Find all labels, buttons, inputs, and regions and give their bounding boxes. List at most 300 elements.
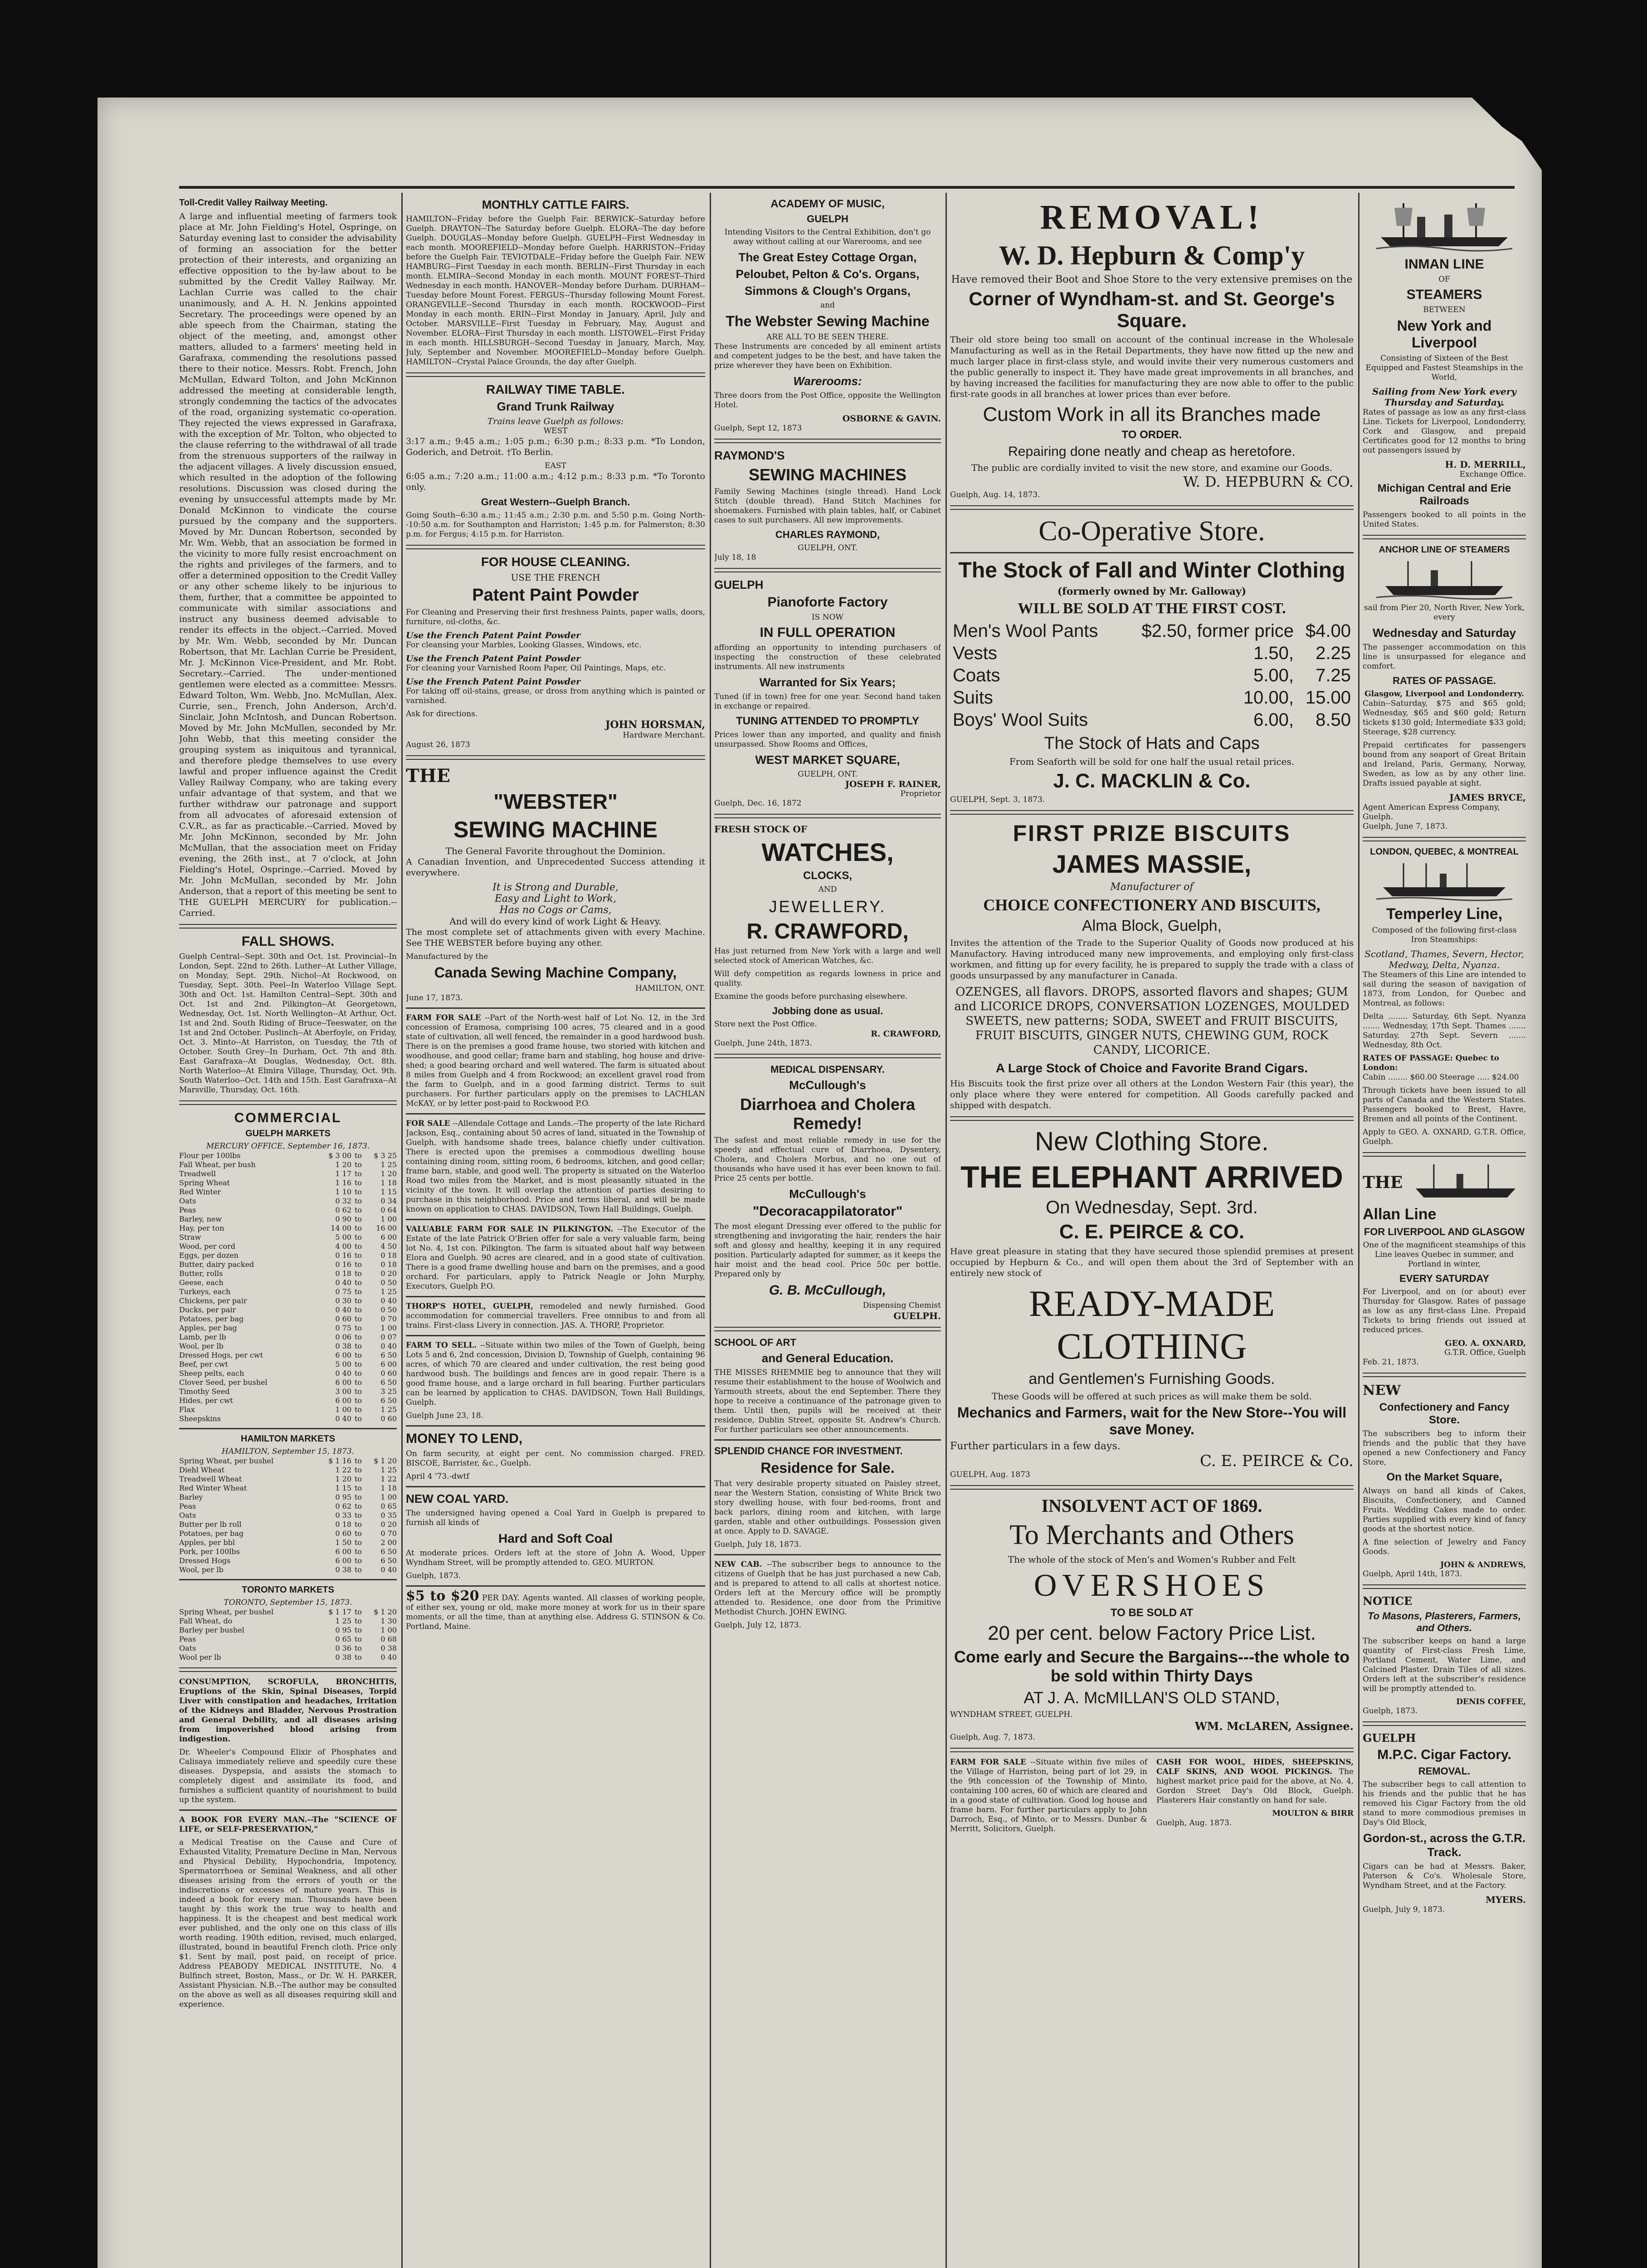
market-item: Spring Wheat: [179, 1178, 230, 1187]
market-item: Treadwell: [179, 1169, 216, 1178]
market-item: Peas: [179, 1502, 196, 1510]
market-row: [179, 1556, 397, 1565]
market-to: to: [354, 1315, 362, 1323]
market-low: 1 25: [335, 1617, 351, 1625]
market-date: MERCURY OFFICE, September 16, 1873.: [206, 1142, 370, 1151]
ad-subhead: Use the French Patent Paint Powder: [406, 677, 581, 687]
market-high: 0 68: [380, 1635, 397, 1643]
ad-note: Store next the Post Office.: [714, 1020, 817, 1029]
market-item: Wood, per cord: [179, 1242, 235, 1251]
market-row: [179, 1617, 397, 1626]
ad-subhead: EVERY SATURDAY: [1399, 1273, 1490, 1284]
market-item: Dressed Hogs, per cwt: [179, 1351, 263, 1359]
ad-subhead: Michigan Central and Erie Railroads: [1377, 482, 1511, 507]
ad-signature-title: Exchange Office.: [1459, 470, 1526, 479]
market-high: 1 25: [380, 1466, 397, 1474]
market-to: to: [354, 1466, 362, 1474]
ad-subtitle: USE THE FRENCH: [511, 572, 600, 583]
ad-signature: WM. McLAREN, Assignee.: [1194, 1720, 1354, 1733]
market-low: 0 40: [335, 1369, 351, 1378]
market-low: $ 3 00: [328, 1151, 351, 1160]
market-low: 3 00: [335, 1387, 351, 1396]
market-high: 6 50: [380, 1547, 397, 1556]
product-name: CHOICE CONFECTIONERY AND BISCUITS,: [983, 896, 1321, 914]
market-row: [179, 1405, 397, 1414]
ad-tagline: The General Favorite throughout the Dominion.: [445, 846, 666, 856]
column-5: [1363, 195, 1526, 2268]
guelph-market-table: [179, 1151, 397, 1423]
market-item: Timothy Seed: [179, 1387, 230, 1396]
ad-headline: THE ELEPHANT ARRIVED: [960, 1160, 1343, 1194]
market-row: [179, 1296, 397, 1305]
market-item: Diehl Wheat: [179, 1466, 225, 1474]
ad-date: Guelph June 23, 18.: [406, 1411, 483, 1420]
market-item: Butter, rolls: [179, 1269, 223, 1278]
ad-subhead: Residence for Sale.: [760, 1460, 895, 1476]
market-low: 0 40: [335, 1414, 351, 1423]
ad-title: GUELPH: [714, 578, 764, 591]
market-title: TORONTO MARKETS: [242, 1585, 334, 1595]
ad-body: For Liverpool, and on (or about) ever Thursday for Glasgow. Rates of passage as low as any first-class Line. Prepaid Tickets to bring friends out issued at reduced prices.: [1363, 1287, 1526, 1334]
column-2: [406, 195, 705, 2268]
market-to: to: [354, 1457, 362, 1465]
market-to: to: [354, 1626, 362, 1634]
ad-body: Invites the attention of the Trade to the Superior Quality of Goods now produced at his Manufactory. Having introduced many new improvements, and employing only first-class workmen, and fitting up for every facility, he is prepared to supply the trade with a class of goods unsurpassed by any manufacturer in Canada.: [950, 938, 1354, 981]
market-item: Clover Seed, per bushel: [179, 1378, 268, 1387]
ad-body: One of the magnificent steamships of this Line leaves Quebec in summer, and Portland in winter,: [1363, 1241, 1526, 1269]
market-row: [179, 1547, 397, 1556]
price-now: 1.50,: [1253, 643, 1294, 663]
ad-subhead: RATES OF PASSAGE.: [1393, 675, 1496, 686]
ad-body: --Situate within five miles of the Village of Harriston, being part of lot 29, in the 9th concession of the Township of Minto, containing 100 acres, 60 of which are cleared and in a good state of cultivation. Good log house and frame barn. For further particulars apply to John Darroch, Esq., of Minto, or to Messrs. Dunbar & Merritt, Solicitors, Guelph.: [950, 1758, 1147, 1833]
ad-address: Alma Block, Guelph,: [1082, 917, 1222, 934]
market-to: to: [354, 1351, 362, 1359]
market-row: [179, 1520, 397, 1529]
market-item: Spring Wheat, per bushel: [179, 1608, 274, 1616]
ad-conjunction: BETWEEN: [1423, 305, 1466, 314]
column-4: [950, 195, 1354, 2268]
ad-title: RAYMOND'S: [714, 449, 785, 462]
ad-title: LONDON, QUEBEC, & MONTREAL: [1370, 847, 1519, 857]
price-row: [950, 642, 1354, 665]
ad-title: SPLENDID CHANCE FOR INVESTMENT.: [714, 1445, 903, 1457]
market-high: 0 18: [380, 1251, 397, 1260]
column-1: [179, 195, 397, 2268]
market-row: [179, 1188, 397, 1197]
ad-subhead: Warranted for Six Years;: [759, 675, 896, 689]
ad-date: Feb. 21, 1873.: [1363, 1358, 1419, 1367]
market-row: [179, 1466, 397, 1475]
steamship-illustration: [1372, 199, 1517, 253]
market-item: Hides, per cwt: [179, 1396, 233, 1405]
ad-subhead: and General Education.: [761, 1351, 894, 1365]
market-low: 0 75: [335, 1324, 351, 1332]
market-item: Wool, per lb: [179, 1342, 224, 1350]
market-row: [179, 1342, 397, 1351]
market-low: 5 00: [335, 1233, 351, 1242]
product-name: Simmons & Clough's Organs,: [745, 284, 911, 298]
market-low: $ 1 16: [328, 1457, 351, 1465]
market-low: 0 30: [335, 1296, 351, 1305]
ad-body: The most elegant Dressing ever offered to the public for strengthening and invigorating the hair, renders the hair soft and glossy and healthy, keeping it in any required position. Particularly adapted for summer, as it keeps the hair moist and the head cool. Price 50c per bottle. Prepared only by: [714, 1222, 941, 1279]
market-item: Fall Wheat, per bush: [179, 1160, 256, 1169]
timetable-direction: WEST: [543, 426, 568, 435]
ad-body: Has just returned from New York with a large and well selected stock of American Watches, &c.: [714, 947, 941, 965]
market-to: to: [354, 1396, 362, 1405]
market-to: to: [354, 1342, 362, 1350]
market-low: 6 00: [335, 1547, 351, 1556]
product-name: Hard and Soft Coal: [498, 1531, 613, 1545]
ad-body: From Seaforth will be sold for one half the usual retail prices.: [1009, 756, 1295, 767]
ad-body: His Biscuits took the first prize over all others at the London Western Fair (this year), the only place where they were entered for competition. All Goods carefully packed and shipped with despatch.: [950, 1079, 1354, 1110]
ad-body: Composed of the following first-class Iron Steamships:: [1372, 926, 1517, 944]
market-to: to: [354, 1296, 362, 1305]
market-date: TORONTO, September 15, 1873.: [224, 1598, 352, 1607]
ad-date: Guelph, Aug. 14, 1873.: [950, 490, 1040, 499]
market-item: Spring Wheat, per bushel: [179, 1457, 274, 1465]
ad-body: --Situate within two miles of the Town of Guelph, being Lots 5 and 6, 2nd concession, Division D, Township of Guelph, containing 96 acres, of which 70 are cleared and under cultivation, the rest being good hardwood bush. The buildings and fences are in good repair. There is a good frame house, and a large orchard in full bearing. Further particulars can be learned by application to CHAS. DAVIDSON, Town Hall Buildings, Guelph.: [406, 1341, 705, 1407]
product-name: Peloubet, Pelton & Co's. Organs,: [736, 267, 920, 281]
market-high: 0 38: [380, 1644, 397, 1652]
market-item: Potatoes, per bag: [179, 1315, 244, 1323]
ad-body: On farm security, at eight per cent. No commission charged. FRED. BISCOE, Barrister, &c., Guelph.: [406, 1449, 705, 1468]
timetable-west: 3:17 a.m.; 9:45 a.m.; 1:05 p.m.; 6:30 p.m.; 8:33 p.m. *To London, Goderich, and Detroit. †To Berlin.: [406, 436, 705, 457]
market-high: 0 40: [380, 1342, 397, 1350]
market-low: 14 00: [331, 1224, 351, 1232]
price-former: 2.25: [1316, 643, 1351, 663]
product-name: "Decoracappilatorator": [752, 1204, 903, 1219]
ad-verse: Easy and Light to Work,: [494, 893, 617, 904]
market-item: Barley per bushel: [179, 1626, 244, 1634]
product-name: "WEBSTER": [493, 790, 618, 813]
market-row: [179, 1626, 397, 1635]
market-item: Treadwell Wheat: [179, 1475, 242, 1483]
ad-subhead: REMOVAL.: [1418, 1765, 1471, 1777]
ad-address: WYNDHAM STREET, GUELPH.: [950, 1710, 1073, 1719]
ad-date: Guelph, July 12, 1873.: [714, 1621, 801, 1630]
market-item: Oats: [179, 1197, 196, 1205]
market-low: 0 16: [335, 1251, 351, 1260]
market-to: to: [354, 1260, 362, 1269]
market-item: Peas: [179, 1206, 196, 1214]
market-low: 1 20: [335, 1475, 351, 1483]
market-item: Dressed Hogs: [179, 1556, 231, 1565]
ad-subhead: McCullough's: [789, 1187, 866, 1201]
price-row: [950, 687, 1354, 709]
market-to: to: [354, 1653, 362, 1662]
ad-signature-title: G.T.R. Office, Guelph: [1444, 1348, 1526, 1357]
market-high: 16 00: [376, 1224, 397, 1232]
market-item: Beef, per cwt: [179, 1360, 228, 1369]
ad-title: REMOVAL!: [1040, 198, 1264, 236]
market-high: 1 20: [380, 1169, 397, 1178]
market-item: Flax: [179, 1405, 195, 1414]
market-low: 0 32: [335, 1197, 351, 1205]
article-title: Toll-Credit Valley Railway Meeting.: [179, 198, 328, 208]
market-row: [179, 1653, 397, 1662]
ad-body: THE MISSES RHEMMIE beg to announce that they will resume their establishment to the house of Woolwich and Yarmouth streets, about the end September. There they hope to receive a continuance of the patronage given to them. Until then, pupils will be received at their residence, Dublin Street, opposite St. Andrew's Church. For further particulars see other announcements.: [714, 1368, 941, 1434]
market-item: Sheepskins: [179, 1414, 221, 1423]
ad-note: (formerly owned by Mr. Galloway): [1057, 586, 1247, 597]
market-to: to: [354, 1287, 362, 1296]
market-row: [179, 1529, 397, 1538]
market-low: 1 17: [335, 1169, 351, 1178]
ad-title: FARM FOR SALE: [406, 1013, 481, 1022]
market-high: 0 07: [380, 1333, 397, 1341]
ad-date: August 26, 1873: [406, 740, 470, 749]
ad-body: The subscribers beg to inform their friends and the public that they have opened a new Confectionery and Fancy Store,: [1363, 1429, 1526, 1467]
ad-signature: R. CRAWFORD,: [871, 1029, 941, 1039]
ad-body: Prices lower than any imported, and quality and finish unsurpassed. Show Rooms and Offices,: [714, 730, 941, 749]
newspaper-page: [97, 98, 1542, 2268]
ad-conjunction: OF: [1438, 275, 1450, 284]
market-item: Wool per lb: [179, 1653, 221, 1662]
ad-title: FRESH STOCK OF: [714, 824, 807, 835]
ad-sailings: Delta ........ Saturday, 6th Sept. Nyanza ....... Wednesday, 17th Sept. Thames ....... Saturday, 27th Sept. Severn ....... Wednesday, 8th Oct.: [1363, 1012, 1526, 1050]
market-row: [179, 1644, 397, 1653]
ad-signature: GEO. A. OXNARD,: [1445, 1339, 1526, 1348]
market-low: 0 95: [335, 1626, 351, 1634]
ad-body: The subscriber keeps on hand a large quantity of First-class Fresh Lime, Portland Cement, Water Lime, and Calcined Plaster. Drain Tiles of all sizes. Orders left at the subscriber's residence will be promptly attended to.: [1363, 1637, 1526, 1693]
price-item: Suits: [953, 688, 993, 708]
timetable-east: 6:05 a.m.; 7:20 a.m.; 11:00 a.m.; 4:12 p.m.; 8:33 p.m. *To Toronto only.: [406, 471, 705, 492]
market-high: 1 00: [380, 1493, 397, 1501]
price-row: [950, 709, 1354, 731]
market-title: HAMILTON MARKETS: [240, 1434, 336, 1444]
ad-title: ACADEMY OF MUSIC,: [770, 198, 885, 210]
market-low: 6 00: [335, 1396, 351, 1405]
ad-subhead: Custom Work in all its Branches made: [983, 403, 1321, 425]
market-to: to: [354, 1278, 362, 1287]
market-date: HAMILTON, September 15, 1873.: [221, 1447, 355, 1456]
market-row: [179, 1224, 397, 1233]
ad-body: Examine the goods before purchasing elsewhere.: [714, 992, 908, 1001]
market-high: $ 1 20: [374, 1457, 397, 1465]
product-name: Pianoforte Factory: [767, 595, 888, 610]
market-to: to: [354, 1414, 362, 1423]
company-name: R. CRAWFORD,: [746, 919, 909, 943]
market-row: [179, 1178, 397, 1188]
market-low: 6 00: [335, 1378, 351, 1387]
market-item: Apples, per bbl: [179, 1538, 235, 1547]
ad-note: ARE ALL TO BE SEEN THERE.: [766, 332, 889, 342]
ad-body: For Cleaning and Preserving their first freshness Paints, paper walls, doors, furniture, oil-cloths, &c.: [406, 608, 705, 626]
ad-signature: JOSEPH F. RAINER,: [845, 779, 941, 789]
market-row: [179, 1233, 397, 1242]
market-high: 1 00: [380, 1626, 397, 1634]
ad-subhead: TO ORDER.: [1121, 429, 1182, 441]
ad-date: Guelph, June 24th, 1873.: [714, 1039, 812, 1048]
market-high: 3 25: [380, 1387, 397, 1396]
market-high: 6 50: [380, 1396, 397, 1405]
market-item: Red Winter: [179, 1188, 221, 1196]
hamilton-market-table: [179, 1457, 397, 1574]
market-to: to: [354, 1324, 362, 1332]
section-title: MONTHLY CATTLE FAIRS.: [482, 198, 629, 211]
ad-body: Passengers booked to all points in the United States.: [1363, 510, 1526, 529]
market-row: [179, 1169, 397, 1178]
market-high: 0 34: [380, 1197, 397, 1205]
market-low: $ 1 17: [328, 1608, 351, 1616]
price-now: 5.00,: [1253, 665, 1294, 685]
ad-signature: C. E. PEIRCE & Co.: [1200, 1452, 1354, 1470]
market-high: 1 15: [380, 1188, 397, 1196]
ad-title: FOR SALE: [406, 1119, 450, 1128]
market-to: to: [354, 1169, 362, 1178]
ad-body: --The subscriber begs to announce to the citizens of Guelph that he has just purchased a new Cab, and is prepared to attend to all calls at shortest notice. Orders left at the Mercury office will be promptly attended to. Residence, one door from the Primitive Methodist Church. JOHN EWING.: [714, 1560, 941, 1617]
market-to: to: [354, 1387, 362, 1396]
ad-body: Cabin--Saturday, $75 and $65 gold; Wednesday, $65 and $60 gold; Return tickets $130 gold; Intermediate $33 gold; Steerage, $28 currency.: [1363, 699, 1526, 737]
market-high: 0 50: [380, 1278, 397, 1287]
market-to: to: [354, 1251, 362, 1260]
section-body: HAMILTON--Friday before the Guelph Fair. BERWICK--Saturday before Guelph. DRAYTON--The Saturday before Guelph. ELORA--The day before Guelph. DOUGLAS--Monday before Guelph. GUELPH--First Wednesday in each month. MOOREFIELD--Monday before Guelph. HARRISTON--Friday before the Guelph Fair. TEVIOTDALE--Friday before the Guelph Fair. NEW HAMBURG--First Tuesday in each month. BERLIN--First Thursday in each month. ELMIRA--Second Monday in each month. MOUNT FOREST--Third Wednesday in each month. HANOVER--Monday before Durham. DURHAM--Tuesday before Mount Forest. FERGUS--Thursday following Mount Forest. ORANGEVILLE--Second Thursday in each month. ROCKWOOD--First Monday in each month. ERIN--First Monday in January, April, July and October. MARSVILLE--First Tuesday in February, May, August and November. ELORA--First Thursday in each month. LISTOWEL--First Friday in each month. HILLSBURGH--Second Tuesday in January, March, May, July, September and November. MOOREFIELD--Monday before Guelph. HAMILTON--Crystal Palace Grounds, the day after Guelph.: [406, 215, 705, 367]
ad-subhead: A Large Stock of Choice and Favorite Brand Cigars.: [995, 1061, 1308, 1075]
ad-date: Guelph, 1873.: [406, 1571, 461, 1580]
ad-body: Have great pleasure in stating that they have secured those splendid premises at present occupied by Hepburn & Co., and will open them about the 3rd of September with an entirely new stock of: [950, 1246, 1354, 1278]
ad-title: New Clothing Store.: [1035, 1127, 1269, 1156]
ad-verse: Has no Cogs or Cams,: [499, 904, 612, 916]
timetable-direction: EAST: [545, 461, 566, 470]
ad-subhead: Warerooms:: [793, 374, 862, 388]
market-row: [179, 1351, 397, 1360]
market-row: [179, 1215, 397, 1224]
ad-title: THORP'S HOTEL, GUELPH,: [406, 1302, 534, 1311]
ad-subhead: Jobbing done as usual.: [772, 1005, 883, 1017]
market-item: Ducks, per pair: [179, 1305, 236, 1314]
market-row: [179, 1278, 397, 1287]
market-row: [179, 1197, 397, 1206]
ad-date: June 17, 1873.: [406, 993, 463, 1002]
ad-body: Intending Visitors to the Central Exhibition, don't go away without calling at our Warerooms, and see: [724, 228, 931, 246]
market-item: Fall Wheat, do: [179, 1617, 233, 1625]
ad-verse: And will do every kind of work Light & Heavy.: [449, 916, 662, 927]
ad-title: ANCHOR LINE OF STEAMERS: [1379, 545, 1510, 555]
ad-title: FOR HOUSE CLEANING.: [481, 555, 630, 569]
ad-body: PER DAY. Agents wanted. All classes of working people, of either sex, young or old, make more money at work for us in their spare moments, or all the time, than at anything else. Address G. STINSON & Co. Portland, Maine.: [406, 1593, 705, 1631]
ad-date: Guelph, July 9, 1873.: [1363, 1905, 1445, 1914]
ad-signature: G. B. McCullough,: [769, 1283, 887, 1298]
market-low: 1 00: [335, 1405, 351, 1414]
ad-date: Guelph, Aug. 1873.: [1156, 1818, 1232, 1828]
market-row: [179, 1369, 397, 1378]
market-high: 6 50: [380, 1378, 397, 1387]
market-low: 1 22: [335, 1466, 351, 1474]
ad-date: Guelph, Dec. 16, 1872: [714, 799, 802, 808]
price-row: [950, 620, 1354, 642]
market-item: Butter per lb roll: [179, 1520, 242, 1529]
ad-title: $5 to $20: [406, 1588, 479, 1604]
ad-signature: MOULTON & BIRR: [1272, 1809, 1354, 1818]
market-row: [179, 1538, 397, 1547]
ad-subhead: WILL BE SOLD AT THE FIRST COST.: [1018, 600, 1286, 617]
price-row: [950, 665, 1354, 687]
ad-title: FARM FOR SALE: [950, 1758, 1027, 1767]
ad-signature: DENIS COFFEE,: [1456, 1697, 1526, 1706]
section-title: FALL SHOWS.: [241, 934, 335, 949]
company-name: M.P.C. Cigar Factory.: [1377, 1747, 1511, 1762]
market-high: 0 40: [380, 1565, 397, 1574]
ad-date: Guelph, June 7, 1873.: [1363, 822, 1448, 831]
ad-signature: JOHN & ANDREWS,: [1440, 1560, 1526, 1569]
ad-body: Cabin ........ $60.00 Steerage ..... $24.00: [1363, 1073, 1519, 1082]
ad-body: --The Executor of the Estate of the late Patrick O'Brien offer for sale a very valuable farm, being lot No. 4, 1st con. Pilkington. The farm is situated about half way between Elora and Guelph. 90 acres are cleared, and in a good state of cultivation. There is a good frame dwelling house and barn on the premises, and a good orchard. For particulars, apply to Patrick Neagle or John Murphy, Executors, Guelph P.O.: [406, 1225, 705, 1291]
market-high: 1 25: [380, 1287, 397, 1296]
ad-note: Manufactured by the: [406, 952, 488, 961]
column-separator: [710, 193, 711, 2268]
market-to: to: [354, 1635, 362, 1643]
product-name: and Gentlemen's Furnishing Goods.: [1028, 1370, 1275, 1388]
market-low: 1 15: [335, 1484, 351, 1492]
ad-note: TO BE SOLD AT: [1110, 1607, 1194, 1619]
market-item: Barley: [179, 1493, 203, 1501]
ad-body: A fine selection of Jewelry and Fancy Goods.: [1363, 1538, 1526, 1556]
market-row: [179, 1251, 397, 1260]
market-item: Oats: [179, 1644, 196, 1652]
market-to: to: [354, 1502, 362, 1510]
market-to: to: [354, 1511, 362, 1520]
market-item: Wool, per lb: [179, 1565, 224, 1574]
market-to: to: [354, 1556, 362, 1565]
ad-body: --Allendale Cottage and Lands.--The property of the late Richard Jackson, Esq., containing about 50 acres of land, situated in the Township of Guelph, with handsome shade trees, balance chiefly under cultivation. There is erected upon the premises a commodious dwelling house containing dining room, sitting room, 6 bedrooms, kitchen, and good cellar; frame barn, stable, and good well. The property is situated on the Waterloo Road two miles from the Market, and is most pleasantly situated in the vicinity of the town. It will overlap the attention of parties desiring to purchase in this neighborhood. Price and terms liberal, and will be made known on application to CHAS. DAVIDSON, Town Hall Buildings, Guelph.: [406, 1119, 705, 1214]
market-low: 0 40: [335, 1278, 351, 1287]
ad-subhead: Use the French Patent Paint Powder: [406, 631, 581, 640]
ad-signature: JOHN HORSMAN,: [605, 719, 705, 731]
ad-subhead: The Stock of Fall and Winter Clothing: [958, 558, 1345, 582]
ad-subhead: Mechanics and Farmers, wait for the New Store--You will save Money.: [957, 1404, 1347, 1437]
market-high: 0 20: [380, 1520, 397, 1529]
market-high: 0 65: [380, 1502, 397, 1510]
market-low: 0 18: [335, 1269, 351, 1278]
market-row: [179, 1484, 397, 1493]
price-item: Coats: [953, 665, 1000, 685]
company-name: Canada Sewing Machine Company,: [434, 964, 677, 981]
company-name: JAMES MASSIE,: [1052, 850, 1252, 878]
market-low: 0 95: [335, 1493, 351, 1501]
company-name: Temperley Line,: [1386, 905, 1503, 923]
market-item: Peas: [179, 1635, 196, 1643]
ad-prefix: THE: [1363, 1173, 1403, 1192]
market-to: to: [354, 1529, 362, 1538]
market-low: 0 62: [335, 1206, 351, 1214]
market-high: 0 60: [380, 1414, 397, 1423]
company-name: Allan Line: [1363, 1206, 1437, 1223]
market-high: 2 00: [380, 1538, 397, 1547]
ad-signature: H. D. MERRILL,: [1445, 459, 1526, 470]
ad-signature: W. D. HEPBURN & CO.: [1183, 473, 1354, 490]
market-to: to: [354, 1644, 362, 1652]
ad-body: For cleansing your Marbles, Looking Glasses, Windows, etc.: [406, 640, 642, 650]
railway-name: Great Western--Guelph Branch.: [481, 496, 630, 508]
market-high: 4 50: [380, 1242, 397, 1251]
market-to: to: [354, 1269, 362, 1278]
ad-body: affording an opportunity to intending purchasers of inspecting the construction of these celebrated instruments. All new instruments: [714, 643, 941, 671]
market-row: [179, 1360, 397, 1369]
market-low: 0 62: [335, 1502, 351, 1510]
market-to: to: [354, 1242, 362, 1251]
ad-body: a Medical Treatise on the Cause and Cure of Exhausted Vitality, Premature Decline in Man, Nervous and Physical Debility, Hypochondria, Impotency, Spermatorrhoea or Seminal Weakness, and all other diseases arising from the errors of youth or the indiscretions or excesses of mature years. This is indeed a book for every man. Thousands have been taught by this work the true way to health and happiness. It is the cheapest and best medical work ever published, and the only one on this class of ills worth reading. 190th edition, revised, much enlarged, illustrated, bound in beautiful French cloth. Price only $1. Sent by mail, post paid, on receipt of price. Address PEABODY MEDICAL INSTITUTE, No. 4 Bulfinch street, Boston, Mass., or Dr. W. H. PARKER, Assistant Physician. N.B.--The author may be consulted on the above as well as all diseases requiring skill and experience.: [179, 1838, 397, 2009]
market-high: 0 50: [380, 1305, 397, 1314]
price-former: 15.00: [1305, 688, 1351, 708]
ad-body: Have removed their Boot and Shoe Store to the very extensive premises on the: [951, 274, 1353, 285]
section-title: RAILWAY TIME TABLE.: [486, 382, 625, 396]
market-row: [179, 1305, 397, 1315]
market-high: 6 50: [380, 1351, 397, 1359]
market-low: 0 38: [335, 1342, 351, 1350]
market-low: 0 60: [335, 1315, 351, 1323]
steamship-illustration: [1372, 861, 1517, 902]
market-high: $ 1 20: [374, 1608, 397, 1616]
ad-body: The whole of the stock of Men's and Women's Rubber and Felt: [1008, 1554, 1296, 1565]
